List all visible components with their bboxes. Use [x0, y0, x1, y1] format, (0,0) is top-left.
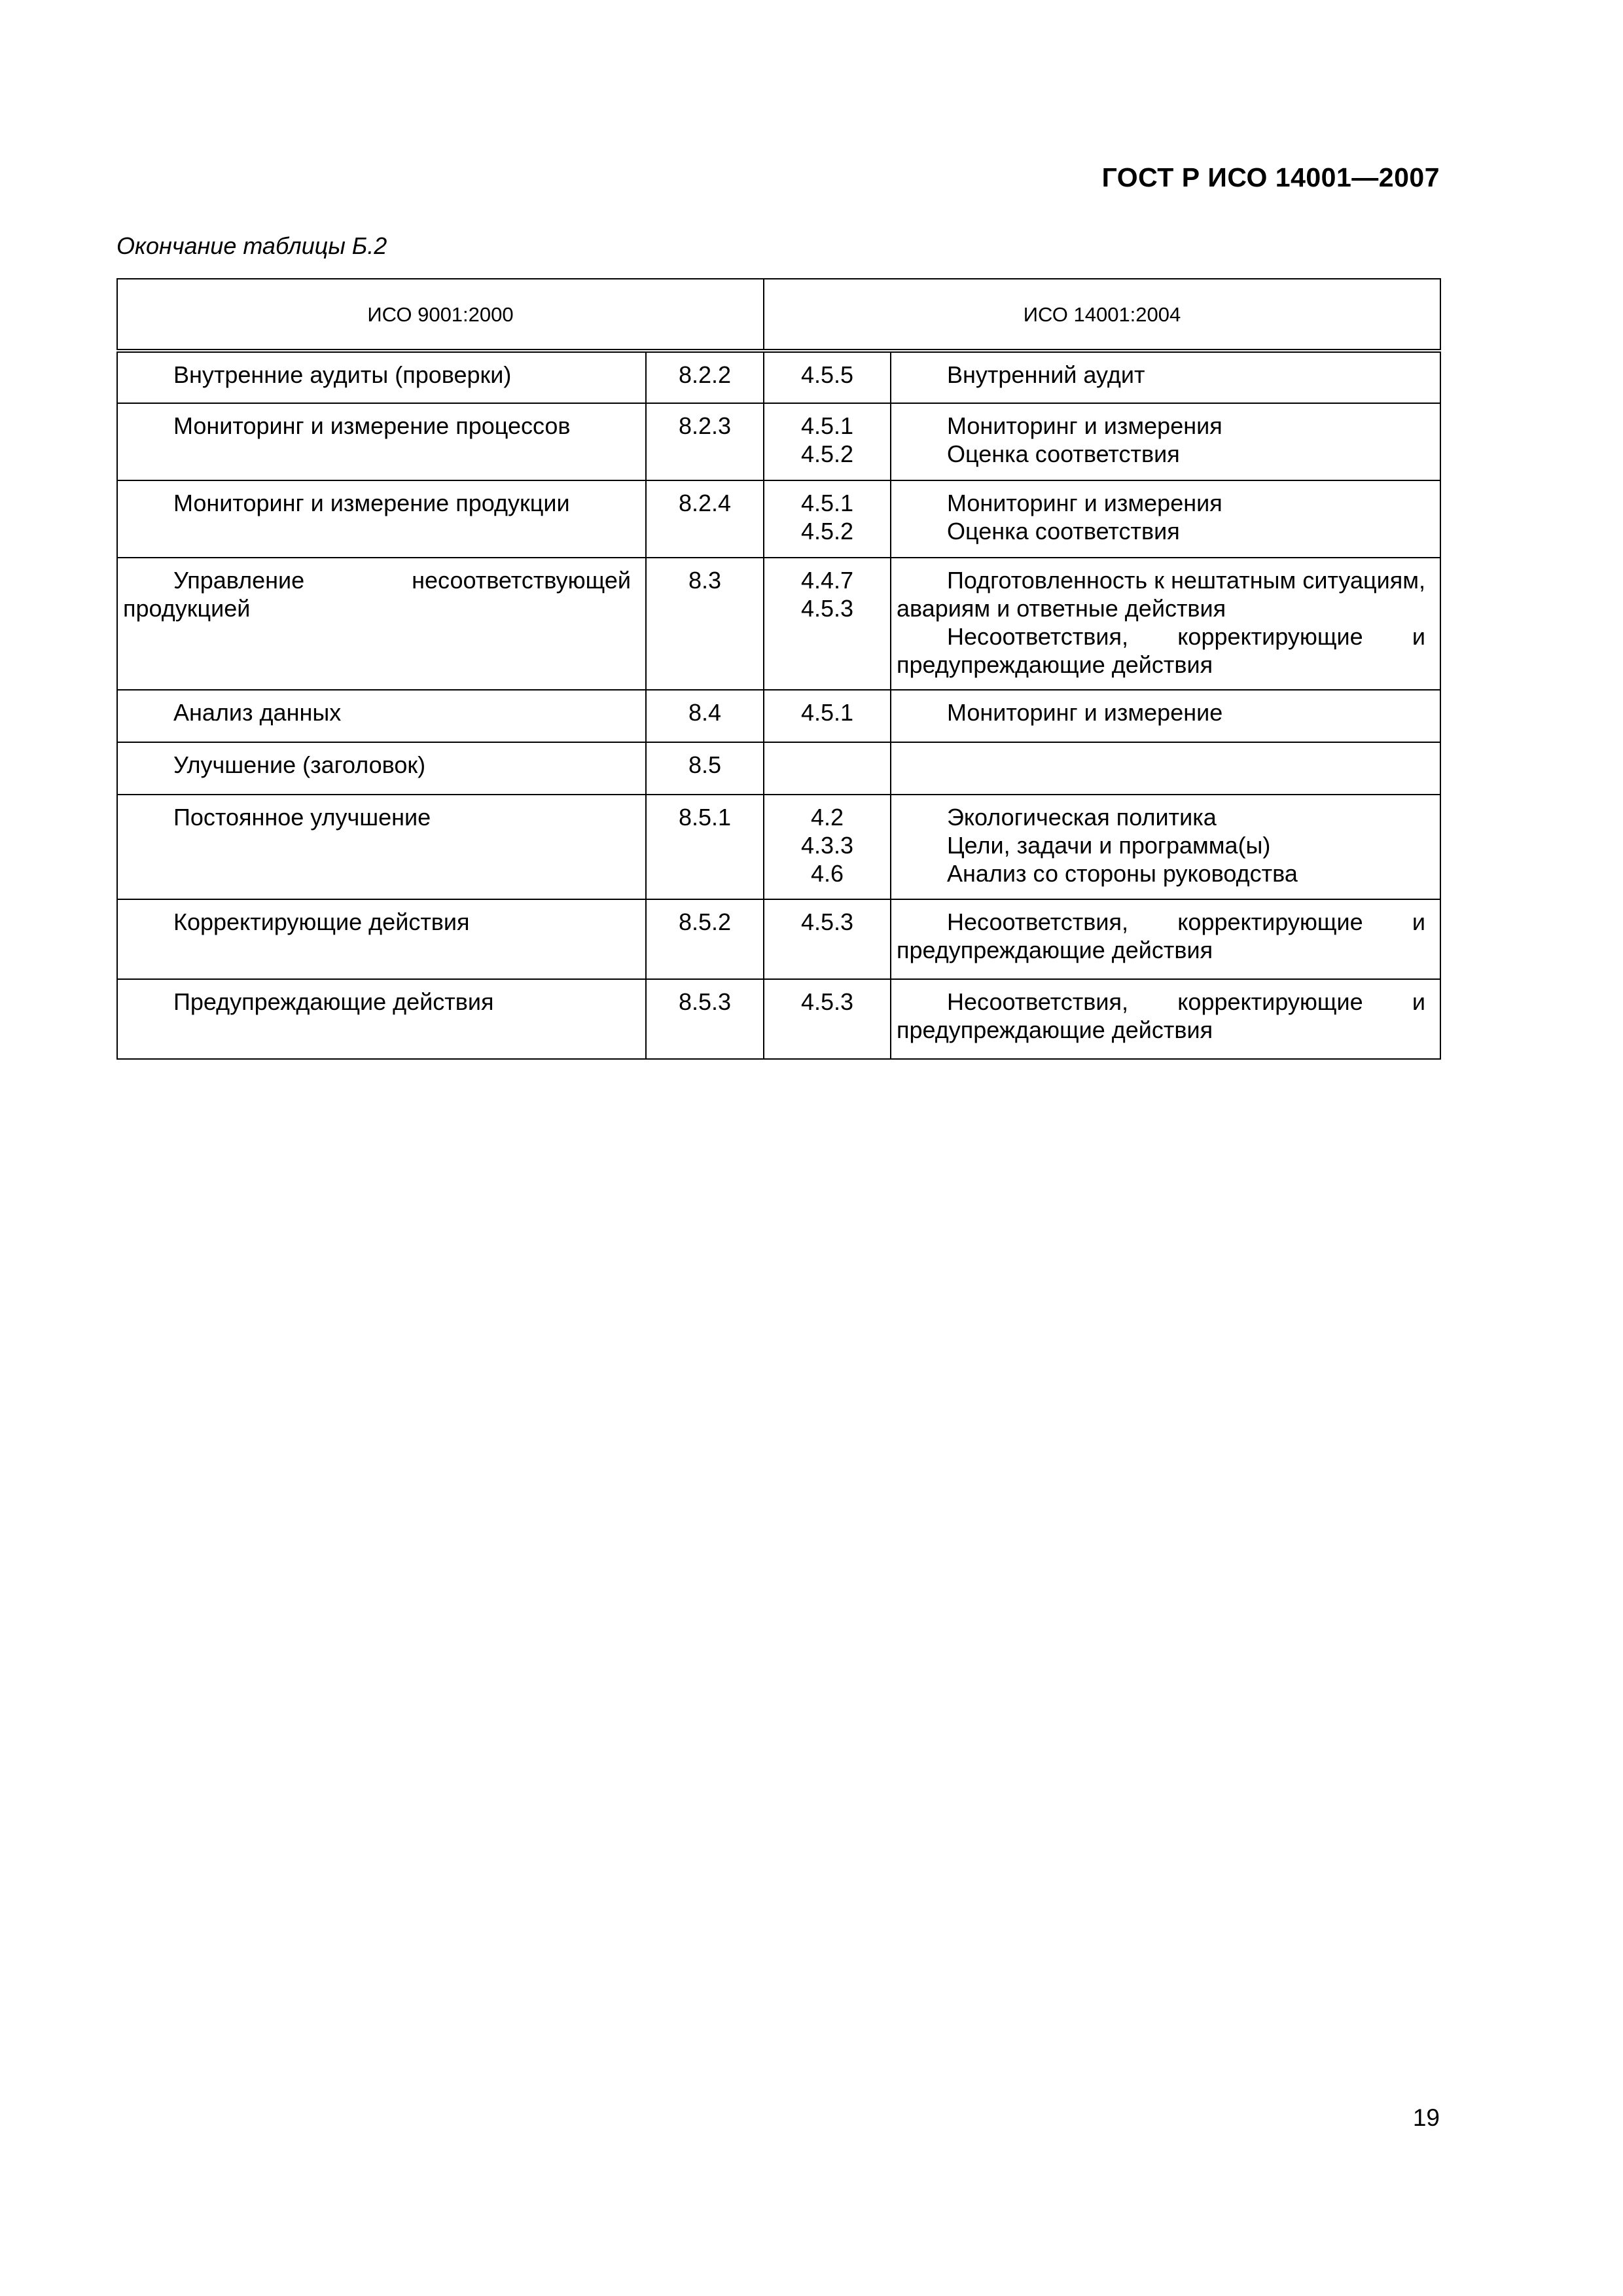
iso14001-clause-names — [891, 742, 1440, 795]
iso9001-clause-name: Корректирующие действия — [117, 899, 646, 979]
table-row — [117, 690, 1440, 742]
iso14001-clause-numbers: 4.5.1 — [764, 690, 891, 742]
iso14001-clause-numbers — [764, 742, 891, 795]
iso9001-clause-name: Улучшение (заголовок) — [117, 742, 646, 795]
iso14001-clause-numbers: 4.5.3 — [764, 899, 891, 979]
iso9001-clause-name: Внутренние аудиты (проверки) — [117, 351, 646, 403]
iso14001-clause-names: Экологическая политика Цели, задачи и программа(ы) Анализ со стороны руководства — [891, 795, 1440, 899]
iso14001-clause-numbers: 4.5.1 4.5.2 — [764, 403, 891, 480]
iso9001-clause-name: Анализ данных — [117, 690, 646, 742]
table-row — [117, 480, 1440, 558]
iso9001-clause-name: Постоянное улучшение — [117, 795, 646, 899]
iso9001-clause-name: Мониторинг и измерение процессов — [117, 403, 646, 480]
iso9001-clause-number: 8.5.1 — [646, 795, 764, 899]
table-row — [117, 351, 1440, 403]
correspondence-table — [116, 278, 1441, 1060]
iso9001-clause-number: 8.5.3 — [646, 979, 764, 1059]
iso9001-clause-number: 8.2.2 — [646, 351, 764, 403]
document-code: ГОСТ Р ИСО 14001—2007 — [1101, 162, 1440, 192]
table-header-row — [117, 279, 1440, 351]
iso14001-clause-names: Несоответствия, корректирующие и предупреждающие действия — [891, 979, 1440, 1059]
iso9001-clause-number: 8.2.4 — [646, 480, 764, 558]
iso14001-clause-numbers: 4.4.7 4.5.3 — [764, 558, 891, 690]
table-row — [117, 403, 1440, 480]
iso14001-clause-names: Несоответствия, корректирующие и предупреждающие действия — [891, 899, 1440, 979]
table-row — [117, 742, 1440, 795]
iso14001-clause-numbers: 4.5.3 — [764, 979, 891, 1059]
page-number: 19 — [1412, 2104, 1440, 2131]
table-row — [117, 558, 1440, 690]
iso14001-clause-numbers: 4.5.1 4.5.2 — [764, 480, 891, 558]
iso14001-clause-numbers: 4.2 4.3.3 4.6 — [764, 795, 891, 899]
table-row — [117, 979, 1440, 1059]
iso9001-clause-name: Предупреждающие действия — [117, 979, 646, 1059]
table-row — [117, 795, 1440, 899]
iso9001-clause-name: Мониторинг и измерение продукции — [117, 480, 646, 558]
iso9001-clause-number: 8.5.2 — [646, 899, 764, 979]
column-header-iso9001: ИСО 9001:2000 — [117, 279, 764, 351]
table-row — [117, 899, 1440, 979]
iso14001-clause-names: Мониторинг и измерения Оценка соответствия — [891, 403, 1440, 480]
table-caption: Окончание таблицы Б.2 — [116, 232, 387, 259]
iso14001-clause-names: Подготовленность к нештатным ситуациям, авариям и ответные действия Несоответствия, корректирующие и предупреждающие действия — [891, 558, 1440, 690]
iso14001-clause-numbers: 4.5.5 — [764, 351, 891, 403]
iso14001-clause-names: Мониторинг и измерение — [891, 690, 1440, 742]
iso9001-clause-number: 8.2.3 — [646, 403, 764, 480]
column-header-iso14001: ИСО 14001:2004 — [764, 279, 1440, 351]
iso9001-clause-number: 8.4 — [646, 690, 764, 742]
iso14001-clause-names: Мониторинг и измерения Оценка соответствия — [891, 480, 1440, 558]
iso9001-clause-number: 8.5 — [646, 742, 764, 795]
iso9001-clause-name: Управление несоответствующей продукцией — [117, 558, 646, 690]
iso9001-clause-number: 8.3 — [646, 558, 764, 690]
iso14001-clause-names: Внутренний аудит — [891, 351, 1440, 403]
